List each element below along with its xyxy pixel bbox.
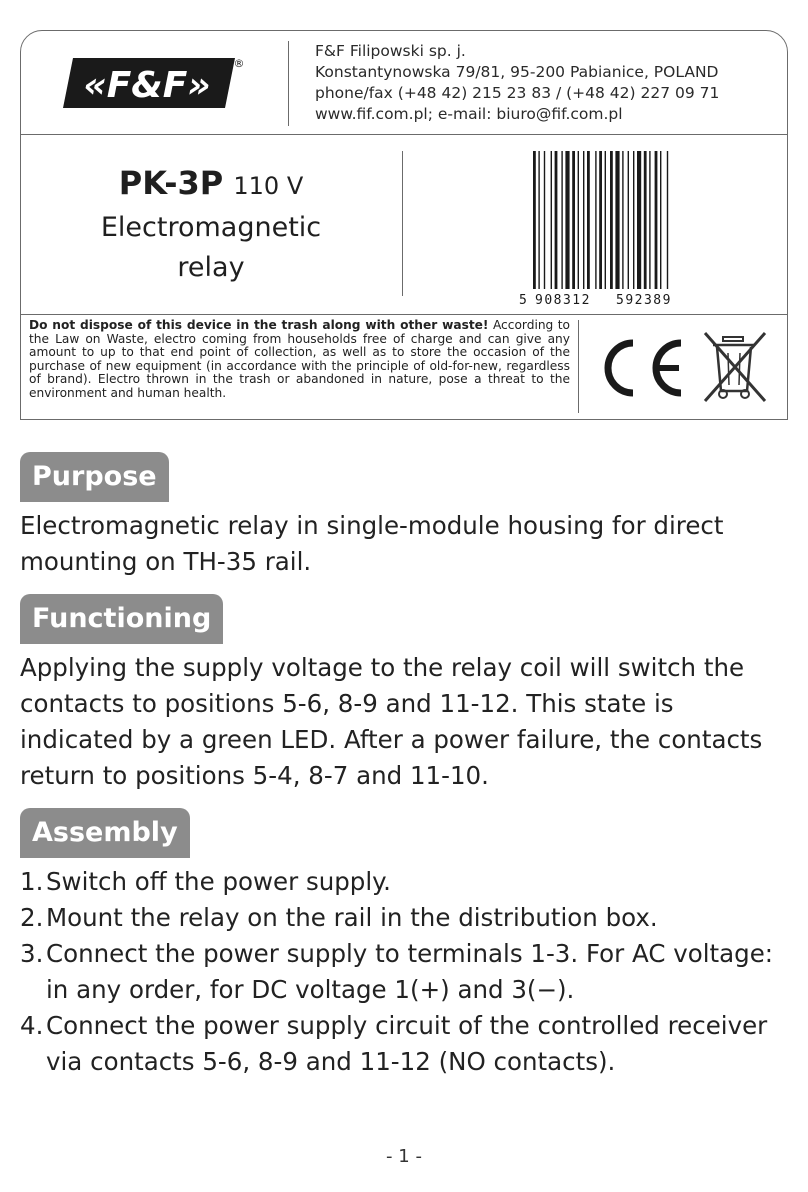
assembly-steps	[20, 864, 790, 1080]
waste-notice-bold: Do not dispose of this device in the trash along with other waste!	[29, 318, 489, 332]
product-title	[61, 163, 361, 288]
registered-mark: ®	[233, 57, 245, 70]
company-phone: phone/fax (+48 42) 215 23 83 / (+48 42) 227 09 71	[315, 84, 720, 102]
step-text: Connect the power supply to terminals 1-3. For AC voltage: in any order, for DC voltage 1(+) and 3(−).	[46, 939, 774, 1004]
barcode-bar	[599, 151, 602, 289]
barcode-bar	[622, 151, 623, 289]
section-title-functioning: Functioning	[20, 594, 223, 644]
step-number: 3.	[20, 939, 44, 968]
section-title-purpose: Purpose	[20, 452, 169, 502]
barcode-bar	[633, 151, 634, 289]
barcode-group-1: 908312	[535, 293, 591, 307]
barcode-bar	[637, 151, 641, 289]
barcode-digit: 5	[519, 293, 527, 307]
functioning-paragraph: Applying the supply voltage to the relay coil will switch the contacts to positions 5-6, 8-9 and 11-12. This state is indicated by a green LED. After a power failure, the contacts return to positions 5-4, 8-7 and 11-10.	[20, 653, 763, 790]
product-desc-line1: Electromagnetic	[100, 212, 322, 243]
divider	[21, 314, 787, 315]
step-number: 2.	[20, 903, 44, 932]
barcode-bar	[610, 151, 613, 289]
barcode-bar	[655, 151, 658, 289]
barcode-bar	[533, 151, 536, 289]
divider	[21, 134, 787, 135]
step-text: Mount the relay on the rail in the distribution box.	[46, 903, 658, 932]
divider	[402, 151, 403, 296]
divider	[578, 320, 579, 413]
label-box	[20, 30, 788, 420]
list-item	[20, 864, 790, 900]
barcode-bar	[628, 151, 629, 289]
model-name: PK-3P	[118, 164, 224, 202]
barcode-bar	[595, 151, 596, 289]
step-number: 1.	[20, 867, 44, 896]
company-name: F&F Filipowski sp. j.	[315, 42, 466, 60]
page-number: - 1 -	[386, 1146, 422, 1167]
company-web: www.fif.com.pl; e-mail: biuro@fif.com.pl	[315, 105, 623, 123]
barcode-bar	[561, 151, 562, 289]
barcode	[519, 149, 699, 307]
product-desc-line2: relay	[177, 252, 245, 283]
ff-logo	[63, 54, 245, 112]
barcode-bar	[660, 151, 661, 289]
barcode-bar	[578, 151, 579, 289]
crossed-bin-icon	[701, 331, 769, 403]
step-number: 4.	[20, 1011, 44, 1040]
list-item	[20, 1008, 790, 1080]
barcode-bar	[555, 151, 558, 289]
logo-text: «F&F»	[83, 65, 211, 106]
barcode-bar	[587, 151, 590, 289]
barcode-bar	[538, 151, 539, 289]
waste-notice	[29, 319, 570, 401]
section-title-assembly: Assembly	[20, 808, 190, 858]
list-item	[20, 900, 790, 936]
ce-mark-icon	[597, 337, 687, 399]
purpose-paragraph: Electromagnetic relay in single-module housing for direct mounting on TH-35 rail.	[20, 511, 724, 576]
barcode-bar	[667, 151, 668, 289]
divider	[288, 41, 289, 126]
barcode-group-2: 592389	[616, 293, 672, 307]
company-address: Konstantynowska 79/81, 95-200 Pabianice, POLAND	[315, 63, 719, 81]
barcode-bar	[551, 151, 552, 289]
barcode-bar	[649, 151, 650, 289]
barcode-bar	[572, 151, 575, 289]
model-voltage: 110 V	[233, 172, 304, 200]
barcode-bar	[583, 151, 584, 289]
step-text: Switch off the power supply.	[46, 867, 391, 896]
functioning-text	[20, 650, 790, 794]
purpose-text	[20, 508, 790, 580]
barcode-bar	[605, 151, 606, 289]
barcode-bar	[544, 151, 545, 289]
waste-notice-text: According to the Law on Waste, electro coming from households free of charge and can give any amount to up to that end point of collection, as well as to store the occasion of the purchase of new equipment (in accordance with the principle of old-for-new, regardless of brand). Electro thrown in the trash or abandoned in nature, pose a threat to the environment and human health.	[29, 318, 570, 400]
barcode-bar	[565, 151, 569, 289]
barcode-bar	[615, 151, 619, 289]
barcode-bar	[644, 151, 647, 289]
company-info	[315, 41, 719, 125]
list-item	[20, 936, 790, 1008]
step-text: Connect the power supply circuit of the controlled receiver via contacts 5-6, 8-9 and 11-12 (NO contacts).	[46, 1011, 768, 1076]
